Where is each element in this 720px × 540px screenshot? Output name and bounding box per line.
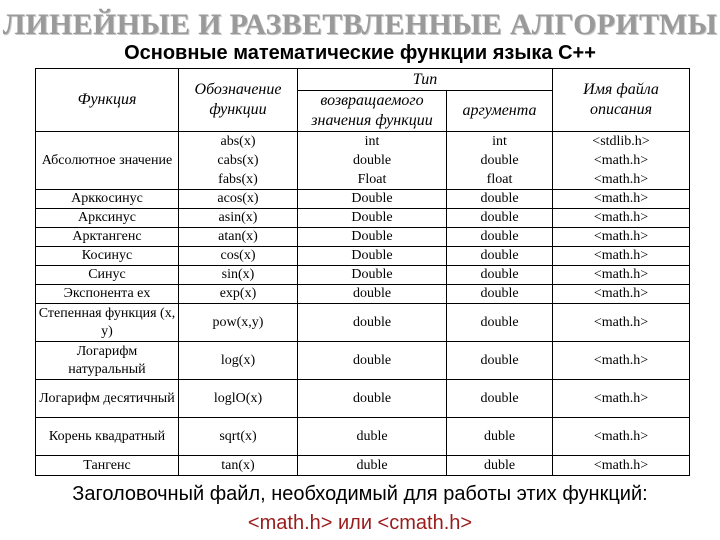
cell-return: Double	[298, 266, 447, 285]
header-file: Имя файла описания	[553, 69, 690, 132]
cell-designation: exp(x)	[179, 285, 298, 304]
cell-argument: double	[447, 209, 553, 228]
header-argument: аргумента	[447, 91, 553, 132]
cell-argument: double	[447, 380, 553, 418]
designation-value: abs(x)	[220, 134, 256, 149]
function-name: Абсолютное значение	[36, 132, 179, 190]
footer-headers: <math.h> или <cmath.h>	[247, 512, 473, 534]
cell-return: duble	[298, 456, 447, 476]
cell-argument: double	[447, 342, 553, 380]
function-name: Экспонента ex	[36, 285, 179, 304]
cell-header: <math.h>	[553, 304, 690, 342]
cell-header: <math.h>	[553, 285, 690, 304]
header-function: Функция	[36, 69, 179, 132]
table-row	[36, 380, 690, 418]
function-name: Арктангенс	[36, 228, 179, 247]
function-name: Корень квадратный	[36, 418, 179, 456]
cell-return: duble	[298, 418, 447, 456]
cell-header: <math.h>	[553, 247, 690, 266]
cell-argument: double	[447, 228, 553, 247]
cell-return	[298, 132, 447, 190]
table-row	[36, 266, 690, 285]
table-row	[36, 304, 690, 342]
cell-header: <math.h>	[553, 456, 690, 476]
function-name: Арксинус	[36, 209, 179, 228]
cell-argument: double	[447, 285, 553, 304]
cell-designation: loglO(x)	[179, 380, 298, 418]
table-body	[36, 132, 690, 476]
header-value: <math.h>	[593, 172, 649, 187]
cell-return: Double	[298, 209, 447, 228]
header-value: <stdlib.h>	[592, 134, 650, 149]
cell-header: <math.h>	[553, 228, 690, 247]
cell-designation: pow(x,y)	[179, 304, 298, 342]
cell-argument: duble	[447, 418, 553, 456]
math-functions-table	[35, 68, 690, 476]
function-name: Косинус	[36, 247, 179, 266]
cell-header: <math.h>	[553, 342, 690, 380]
table-row	[36, 418, 690, 456]
cell-argument	[447, 132, 553, 190]
cell-return: double	[298, 342, 447, 380]
cell-argument: double	[447, 266, 553, 285]
cell-designation: sqrt(x)	[179, 418, 298, 456]
table-row	[36, 209, 690, 228]
cell-header: <math.h>	[553, 266, 690, 285]
return-value: Float	[357, 172, 387, 187]
cell-argument: duble	[447, 456, 553, 476]
table-row	[36, 132, 690, 190]
argument-value: int	[492, 134, 507, 149]
cell-designation: sin(x)	[179, 266, 298, 285]
cell-argument: double	[447, 190, 553, 209]
return-value: int	[364, 134, 380, 149]
cell-return: double	[298, 285, 447, 304]
cell-return: double	[298, 304, 447, 342]
header-value: <math.h>	[593, 153, 649, 168]
header-type: Тип	[298, 69, 553, 91]
cell-header: <math.h>	[553, 190, 690, 209]
table-row	[36, 285, 690, 304]
cell-designation: acos(x)	[179, 190, 298, 209]
cell-header: <math.h>	[553, 418, 690, 456]
slide-title: ЛИНЕЙНЫЕ И РАЗВЕТВЛЕННЫЕ АЛГОРИТМЫ	[2, 8, 718, 41]
table-row	[36, 456, 690, 476]
function-name: Тангенс	[36, 456, 179, 476]
function-name: Арккосинус	[36, 190, 179, 209]
function-name: Логарифм десятичный	[36, 380, 179, 418]
cell-designation: asin(x)	[179, 209, 298, 228]
cell-designation: log(x)	[179, 342, 298, 380]
designation-value: cabs(x)	[217, 153, 259, 168]
header-return-type: возвращаемого значения функции	[298, 91, 447, 132]
designation-value: fabs(x)	[218, 172, 258, 187]
cell-argument: double	[447, 247, 553, 266]
table-row	[36, 190, 690, 209]
return-value: double	[352, 153, 392, 168]
argument-value: float	[486, 172, 513, 187]
function-name: Синус	[36, 266, 179, 285]
cell-header: <math.h>	[553, 380, 690, 418]
cell-header: <math.h>	[553, 209, 690, 228]
cell-header	[553, 132, 690, 190]
cell-return: Double	[298, 228, 447, 247]
table-row	[36, 342, 690, 380]
cell-return: double	[298, 380, 447, 418]
function-name: Логарифм натуральный	[36, 342, 179, 380]
table-row	[36, 228, 690, 247]
cell-designation: atan(x)	[179, 228, 298, 247]
cell-designation: tan(x)	[179, 456, 298, 476]
header-designation: Обозначение функции	[179, 69, 298, 132]
cell-designation: cos(x)	[179, 247, 298, 266]
function-name: Степенная функция (x, y)	[36, 304, 179, 342]
cell-return: Double	[298, 247, 447, 266]
footer-note: Заголовочный файл, необходимый для работы этих функций:	[72, 483, 648, 505]
slide-subtitle: Основные математические функции языка С++	[124, 42, 596, 64]
argument-value: double	[480, 153, 519, 168]
cell-argument: double	[447, 304, 553, 342]
table-row	[36, 247, 690, 266]
cell-return: Double	[298, 190, 447, 209]
cell-designation	[179, 132, 298, 190]
